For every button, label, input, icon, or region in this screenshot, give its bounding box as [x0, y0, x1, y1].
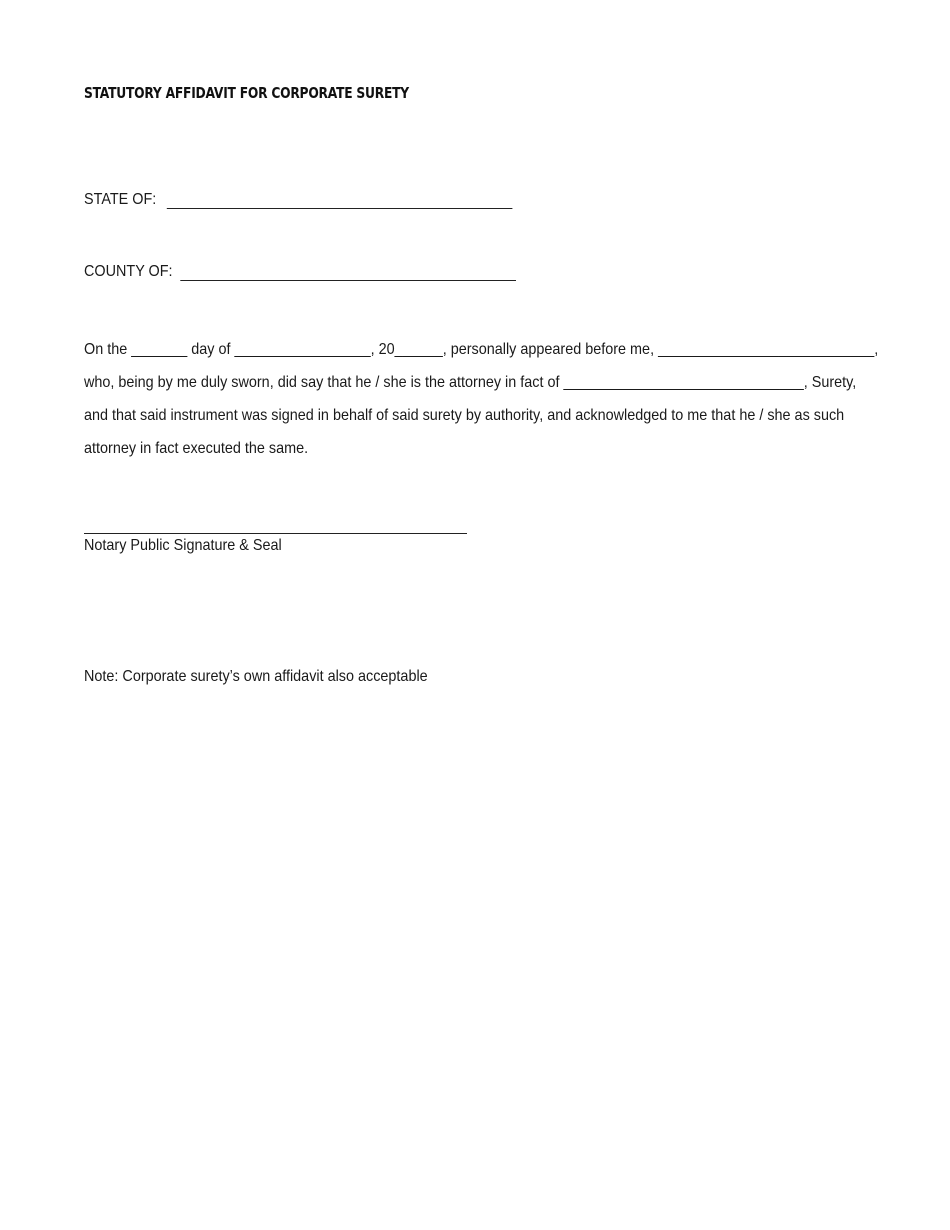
surety-note: Note: Corporate surety’s own affidavit also acceptable: [84, 668, 428, 685]
county-label: COUNTY OF:: [84, 263, 173, 280]
state-label: STATE OF:: [84, 191, 157, 208]
paragraph-line-4: attorney in fact executed the same.: [84, 440, 309, 457]
paragraph-line-3: and that said instrument was signed in behalf of said surety by authority, and acknowledged to me that he / she as such: [84, 407, 845, 424]
notary-signature-line[interactable]: [84, 533, 467, 534]
state-field: [84, 191, 513, 209]
affidavit-paragraph: [84, 333, 879, 465]
county-blank-line[interactable]: [181, 266, 517, 281]
document-title: STATUTORY AFFIDAVIT FOR CORPORATE SURETY: [84, 84, 409, 102]
notary-signature-label: Notary Public Signature & Seal: [84, 537, 282, 554]
paragraph-line-2: who, being by me duly sworn, did say that he / she is the attorney in fact of ______________________________, Surety,: [84, 374, 857, 391]
county-field: [84, 263, 516, 281]
state-blank-line[interactable]: [167, 194, 513, 209]
paragraph-line-1: On the _______ day of _________________, 20______, personally appeared before me, ___________________________,: [84, 341, 879, 358]
